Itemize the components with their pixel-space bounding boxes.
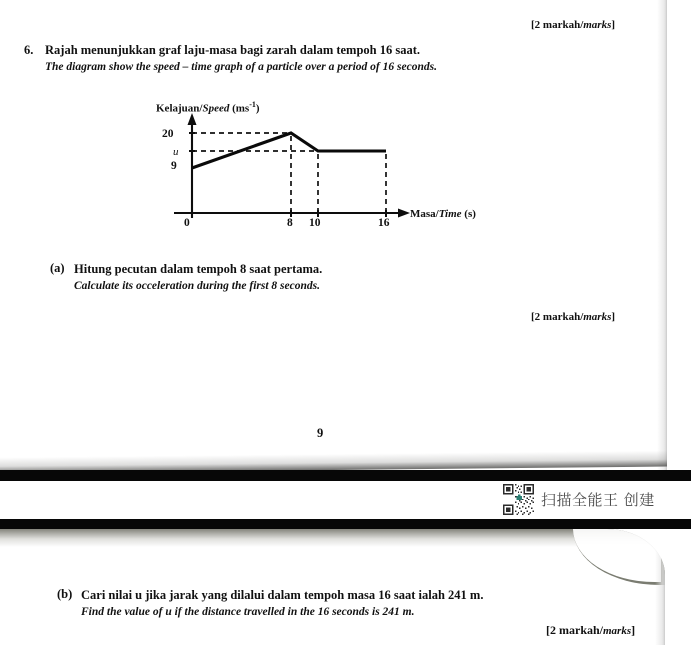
marks-annotation-top: [531, 19, 615, 31]
speed-time-graph: [148, 100, 488, 238]
marks-suffix: ]: [611, 311, 616, 323]
question-number: 6.: [24, 43, 34, 57]
x-tick-label-origin: 0: [184, 217, 190, 229]
y-axis-arrowhead: [188, 113, 197, 125]
marks-prefix: [2 markah/: [546, 623, 603, 637]
y-axis-label-english: Speed: [202, 102, 230, 115]
y-axis-label-malay: Kelajuan/: [156, 102, 203, 115]
part-a-malay: Hitung pecutan dalam tempoh 8 saat pertama.: [74, 262, 323, 276]
question-part-a: [50, 261, 550, 294]
marks-prefix: [2 markah/: [531, 19, 584, 31]
question-stem-english: The diagram show the speed – time graph of a particle over a period of 16 seconds.: [45, 61, 437, 73]
qr-code-icon: [503, 484, 534, 515]
part-a-english: Calculate its occeleration during the first 8 seconds.: [74, 280, 320, 292]
scan-gutter-band-upper: [0, 470, 691, 481]
paper-edge-shading: [655, 529, 665, 645]
scan-gutter-band-lower: [0, 519, 691, 529]
watermark-strip: [0, 481, 691, 519]
dashed-guide-lines: [192, 133, 386, 213]
part-b-english: Find the value of u if the distance travelled in the 16 seconds is 241 m.: [81, 606, 415, 618]
marks-suffix: ]: [611, 19, 616, 31]
x-axis-arrowhead: [398, 209, 410, 218]
x-axis-label-english: Time: [438, 208, 462, 220]
marks-italic: marks: [583, 311, 612, 323]
watermark-text: 扫描全能王 创建: [541, 491, 655, 509]
marks-italic: marks: [603, 625, 632, 637]
axis-tick-marks: [189, 133, 386, 217]
y-axis-unit: (ms: [232, 102, 250, 115]
part-a-label: (a): [50, 261, 65, 275]
paper-edge-shading: [657, 0, 667, 470]
x-axis-unit: (s): [464, 208, 476, 220]
x-axis-label-malay: Masa/: [410, 208, 439, 220]
marks-prefix: [2 markah/: [531, 311, 584, 323]
page-corner-curl: [573, 529, 665, 585]
x-tick-label-8: 8: [287, 217, 293, 229]
page-number: 9: [317, 426, 324, 440]
page-bottom-edge-grime: [0, 451, 667, 470]
marks-suffix: ]: [631, 623, 636, 637]
x-tick-label-10: 10: [309, 217, 321, 229]
question-stem: [45, 42, 605, 75]
page-top-edge-grime: [0, 529, 665, 547]
marks-annotation-part-a: [531, 311, 615, 323]
part-b-malay: Cari nilai u jika jarak yang dilalui dalam tempoh masa 16 saat ialah 241 m.: [81, 588, 484, 602]
y-tick-label-20: 20: [162, 128, 174, 140]
question-stem-malay: Rajah menunjukkan graf laju-masa bagi zarah dalam tempoh 16 saat.: [45, 43, 421, 57]
y-axis-label: [156, 100, 260, 115]
x-tick-label-16: 16: [378, 217, 390, 229]
marks-annotation-part-b: [546, 623, 635, 638]
question-part-b: [57, 587, 577, 620]
y-tick-label-u: u: [173, 146, 179, 158]
marks-italic: marks: [583, 19, 612, 31]
x-axis-label: [410, 208, 476, 220]
y-tick-label-9: 9: [171, 160, 177, 172]
y-axis-unit-exponent: -1: [249, 100, 256, 109]
y-axis-unit-close: ): [255, 102, 260, 115]
part-b-label: (b): [57, 587, 73, 601]
camscanner-watermark: [503, 484, 655, 515]
